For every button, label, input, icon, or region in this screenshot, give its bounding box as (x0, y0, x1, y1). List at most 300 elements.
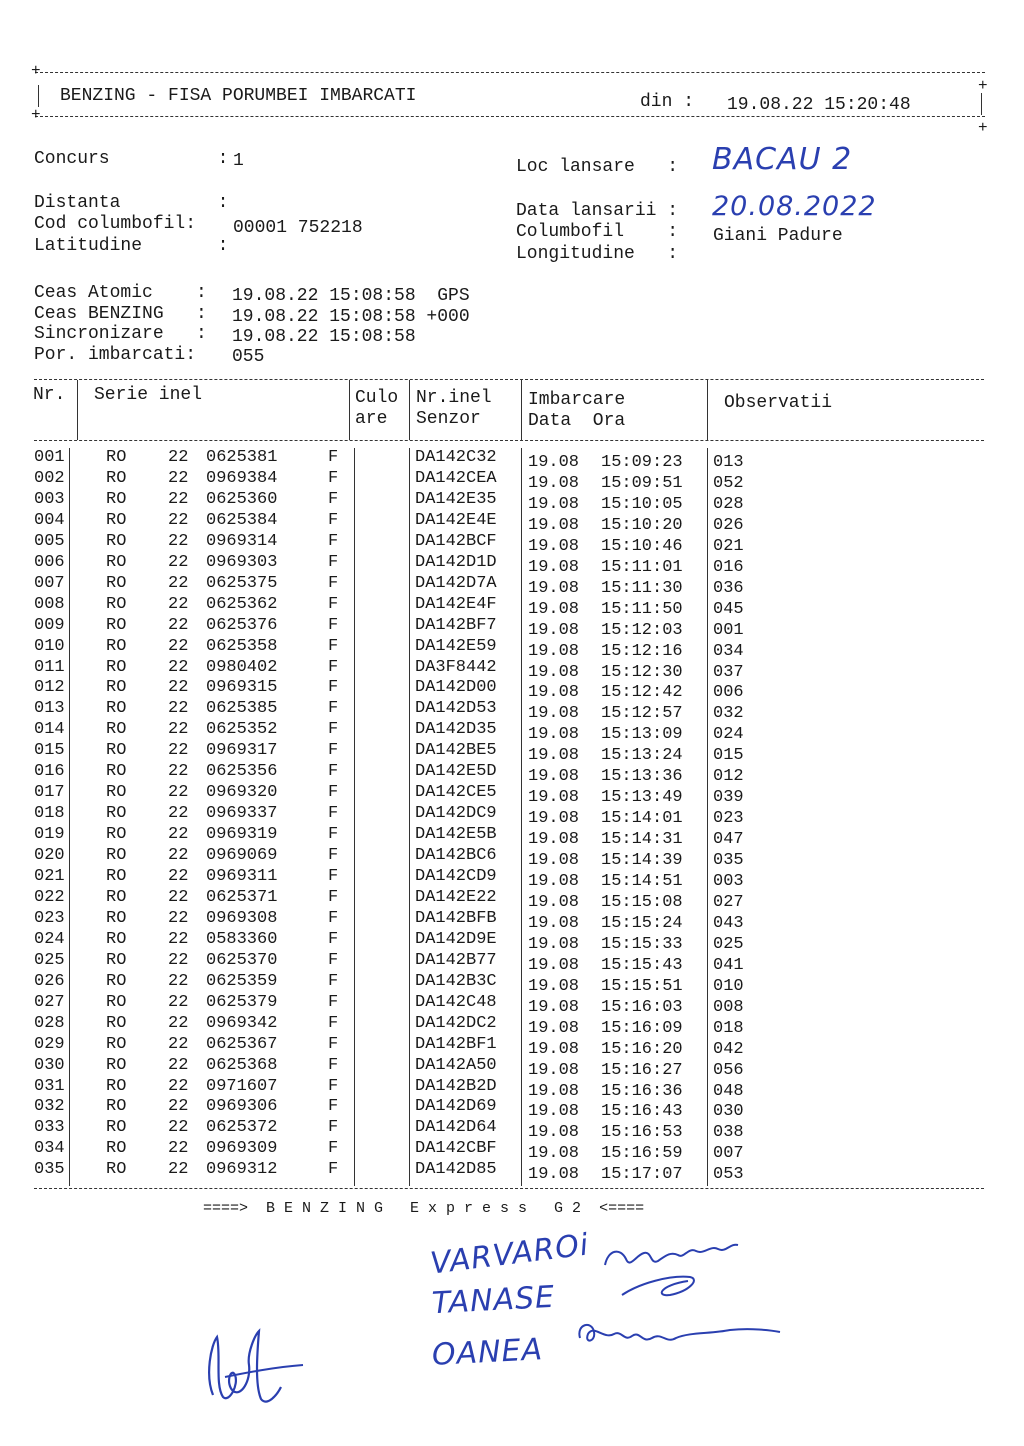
row-embark-date: 19.08 (528, 1040, 580, 1059)
row-number: 004 (34, 511, 65, 530)
row-sensor-id: DA142CE5 (415, 783, 497, 802)
row-sensor-id: DA142E4E (415, 511, 497, 530)
signature-varvaroi (600, 1225, 780, 1305)
row-observation: 027 (713, 893, 744, 912)
row-year: 22 (168, 720, 189, 739)
latitudine-label: Latitudine : (34, 236, 229, 256)
row-year: 22 (168, 699, 189, 718)
row-country: RO (106, 678, 127, 697)
row-observation: 053 (713, 1165, 744, 1184)
row-sensor-id: DA142D69 (415, 1097, 497, 1116)
row-sex: F (328, 1118, 339, 1137)
row-number: 028 (34, 1014, 65, 1033)
row-embark-date: 19.08 (528, 516, 580, 535)
table-row (0, 910, 1024, 931)
row-sex: F (328, 553, 339, 572)
row-sex: F (328, 511, 339, 530)
row-sensor-id: DA142D1D (415, 553, 497, 572)
row-embark-date: 19.08 (528, 558, 580, 577)
ceas-atomic-value: 19.08.22 15:08:58 GPS (232, 286, 470, 306)
table-row (0, 1015, 1024, 1036)
row-embark-date: 19.08 (528, 600, 580, 619)
row-embark-time: 15:10:05 (601, 495, 683, 514)
row-ring-number: 0969314 (206, 532, 278, 551)
row-observation: 006 (713, 683, 744, 702)
row-ring-number: 0625367 (206, 1035, 278, 1054)
columbofil-value: Giani Padure (713, 226, 843, 246)
row-country: RO (106, 1077, 127, 1096)
row-observation: 012 (713, 767, 744, 786)
row-country: RO (106, 1056, 127, 1075)
row-embark-date: 19.08 (528, 579, 580, 598)
row-sensor-id: DA142CD9 (415, 867, 497, 886)
row-ring-number: 0625376 (206, 616, 278, 635)
row-ring-number: 0969309 (206, 1139, 278, 1158)
row-embark-date: 19.08 (528, 642, 580, 661)
table-header-bottom-rule (34, 440, 984, 441)
cod-columbofil-label: Cod columbofil: (34, 214, 197, 234)
row-embark-date: 19.08 (528, 998, 580, 1017)
row-number: 015 (34, 741, 65, 760)
row-observation: 032 (713, 704, 744, 723)
header-serie-inel: Serie inel (94, 385, 203, 405)
row-country: RO (106, 1097, 127, 1116)
row-sex: F (328, 804, 339, 823)
row-number: 014 (34, 720, 65, 739)
porumbei-imbarcati-label: Por. imbarcati: (34, 345, 197, 365)
header-imbarcare: Imbarcare (528, 390, 626, 410)
row-year: 22 (168, 1077, 189, 1096)
row-sex: F (328, 972, 339, 991)
row-ring-number: 0625359 (206, 972, 278, 991)
row-observation: 001 (713, 621, 744, 640)
columbofil-label: Columbofil : (516, 222, 679, 242)
row-observation: 026 (713, 516, 744, 535)
row-year: 22 (168, 553, 189, 572)
row-embark-date: 19.08 (528, 788, 580, 807)
table-row (0, 491, 1024, 512)
row-sensor-id: DA142BFB (415, 909, 497, 928)
row-year: 22 (168, 448, 189, 467)
row-number: 018 (34, 804, 65, 823)
row-sensor-id: DA142DC9 (415, 804, 497, 823)
row-observation: 016 (713, 558, 744, 577)
row-year: 22 (168, 1160, 189, 1179)
row-embark-time: 15:16:53 (601, 1123, 683, 1142)
header-nr-inel: Nr.inel (416, 388, 492, 408)
row-sex: F (328, 909, 339, 928)
row-year: 22 (168, 637, 189, 656)
loc-lansare-label: Loc lansare : (516, 157, 679, 177)
table-top-rule (34, 379, 984, 380)
row-embark-time: 15:15:08 (601, 893, 683, 912)
row-country: RO (106, 490, 127, 509)
row-year: 22 (168, 1139, 189, 1158)
header-observatii: Observatii (724, 393, 833, 413)
row-embark-date: 19.08 (528, 914, 580, 933)
row-country: RO (106, 511, 127, 530)
row-sensor-id: DA142D53 (415, 699, 497, 718)
row-embark-time: 15:12:42 (601, 683, 683, 702)
row-number: 016 (34, 762, 65, 781)
row-observation: 056 (713, 1061, 744, 1080)
row-year: 22 (168, 1097, 189, 1116)
row-sex: F (328, 532, 339, 551)
row-embark-time: 15:15:33 (601, 935, 683, 954)
row-year: 22 (168, 469, 189, 488)
row-sex: F (328, 678, 339, 697)
row-embark-time: 15:10:20 (601, 516, 683, 535)
table-row (0, 470, 1024, 491)
row-embark-date: 19.08 (528, 893, 580, 912)
row-number: 003 (34, 490, 65, 509)
row-ring-number: 0625352 (206, 720, 278, 739)
row-observation: 043 (713, 914, 744, 933)
row-sex: F (328, 1056, 339, 1075)
row-year: 22 (168, 532, 189, 551)
table-row (0, 1078, 1024, 1099)
row-year: 22 (168, 741, 189, 760)
table-row (0, 994, 1024, 1015)
row-country: RO (106, 1014, 127, 1033)
col-separator-1 (77, 380, 78, 440)
row-sensor-id: DA142B77 (415, 951, 497, 970)
row-sensor-id: DA142E35 (415, 490, 497, 509)
row-sex: F (328, 469, 339, 488)
row-embark-time: 15:11:50 (601, 600, 683, 619)
row-observation: 021 (713, 537, 744, 556)
row-sensor-id: DA142D7A (415, 574, 497, 593)
table-row (0, 931, 1024, 952)
row-ring-number: 0625362 (206, 595, 278, 614)
row-embark-time: 15:12:30 (601, 663, 683, 682)
row-country: RO (106, 804, 127, 823)
row-sensor-id: DA142E5B (415, 825, 497, 844)
row-sensor-id: DA142E59 (415, 637, 497, 656)
row-country: RO (106, 1139, 127, 1158)
row-sex: F (328, 1077, 339, 1096)
col-separator-2 (349, 380, 350, 440)
row-observation: 047 (713, 830, 744, 849)
row-sensor-id: DA142CEA (415, 469, 497, 488)
row-country: RO (106, 469, 127, 488)
row-sensor-id: DA142BF1 (415, 1035, 497, 1054)
signature-left (195, 1325, 315, 1415)
row-observation: 039 (713, 788, 744, 807)
table-row (0, 659, 1024, 680)
row-ring-number: 0971607 (206, 1077, 278, 1096)
row-embark-time: 15:17:07 (601, 1165, 683, 1184)
row-ring-number: 0625379 (206, 993, 278, 1012)
distanta-label: Distanta : (34, 193, 229, 213)
table-row (0, 679, 1024, 700)
ceas-atomic-label: Ceas Atomic : (34, 283, 207, 303)
row-sensor-id: DA142BE5 (415, 741, 497, 760)
row-year: 22 (168, 1014, 189, 1033)
row-ring-number: 0625360 (206, 490, 278, 509)
row-embark-time: 15:11:30 (601, 579, 683, 598)
row-sensor-id: DA142BC6 (415, 846, 497, 865)
row-sensor-id: DA142DC2 (415, 1014, 497, 1033)
row-sex: F (328, 888, 339, 907)
row-number: 013 (34, 699, 65, 718)
row-year: 22 (168, 1056, 189, 1075)
row-country: RO (106, 867, 127, 886)
row-ring-number: 0969342 (206, 1014, 278, 1033)
row-country: RO (106, 532, 127, 551)
row-embark-date: 19.08 (528, 474, 580, 493)
row-observation: 038 (713, 1123, 744, 1142)
concurs-value: 1 (233, 151, 244, 171)
row-sex: F (328, 658, 339, 677)
row-sensor-id: DA142D9E (415, 930, 497, 949)
row-ring-number: 0969312 (206, 1160, 278, 1179)
table-bottom-rule (34, 1188, 984, 1189)
row-ring-number: 0625358 (206, 637, 278, 656)
row-ring-number: 0625372 (206, 1118, 278, 1137)
table-row (0, 554, 1024, 575)
row-sensor-id: DA142C32 (415, 448, 497, 467)
row-embark-time: 15:14:01 (601, 809, 683, 828)
document-title: BENZING - FISA PORUMBEI IMBARCATI (60, 86, 417, 106)
row-sex: F (328, 595, 339, 614)
row-country: RO (106, 972, 127, 991)
row-sex: F (328, 993, 339, 1012)
row-embark-date: 19.08 (528, 767, 580, 786)
row-embark-time: 15:09:23 (601, 453, 683, 472)
row-embark-date: 19.08 (528, 1144, 580, 1163)
row-country: RO (106, 595, 127, 614)
row-sex: F (328, 637, 339, 656)
row-country: RO (106, 658, 127, 677)
row-number: 034 (34, 1139, 65, 1158)
row-embark-date: 19.08 (528, 621, 580, 640)
row-observation: 034 (713, 642, 744, 661)
row-number: 001 (34, 448, 65, 467)
row-embark-date: 19.08 (528, 725, 580, 744)
row-country: RO (106, 825, 127, 844)
row-year: 22 (168, 490, 189, 509)
table-row (0, 973, 1024, 994)
table-row (0, 847, 1024, 868)
row-sensor-id: DA142E22 (415, 888, 497, 907)
row-ring-number: 0625381 (206, 448, 278, 467)
row-ring-number: 0969317 (206, 741, 278, 760)
row-number: 022 (34, 888, 65, 907)
row-sex: F (328, 741, 339, 760)
row-number: 035 (34, 1160, 65, 1179)
row-number: 029 (34, 1035, 65, 1054)
row-number: 025 (34, 951, 65, 970)
row-year: 22 (168, 678, 189, 697)
table-row (0, 1057, 1024, 1078)
row-country: RO (106, 720, 127, 739)
row-embark-time: 15:15:43 (601, 956, 683, 975)
row-country: RO (106, 741, 127, 760)
row-ring-number: 0969306 (206, 1097, 278, 1116)
ceas-benzing-label: Ceas BENZING : (34, 304, 207, 324)
row-ring-number: 0625368 (206, 1056, 278, 1075)
row-embark-date: 19.08 (528, 1102, 580, 1121)
row-embark-date: 19.08 (528, 683, 580, 702)
row-number: 023 (34, 909, 65, 928)
col-separator-4 (521, 380, 522, 440)
row-observation: 015 (713, 746, 744, 765)
row-ring-number: 0583360 (206, 930, 278, 949)
row-embark-time: 15:13:49 (601, 788, 683, 807)
row-embark-time: 15:15:51 (601, 977, 683, 996)
header-senzor: Senzor (416, 409, 481, 429)
row-embark-time: 15:13:24 (601, 746, 683, 765)
row-observation: 028 (713, 495, 744, 514)
row-sensor-id: DA142C48 (415, 993, 497, 1012)
row-observation: 042 (713, 1040, 744, 1059)
header-top-plus-left: + (31, 62, 41, 80)
row-year: 22 (168, 846, 189, 865)
row-observation: 045 (713, 600, 744, 619)
row-year: 22 (168, 574, 189, 593)
row-sex: F (328, 762, 339, 781)
row-number: 002 (34, 469, 65, 488)
row-sex: F (328, 448, 339, 467)
row-year: 22 (168, 762, 189, 781)
concurs-label: Concurs : (34, 149, 229, 169)
row-ring-number: 0969337 (206, 804, 278, 823)
row-year: 22 (168, 909, 189, 928)
row-sensor-id: DA142CBF (415, 1139, 497, 1158)
row-number: 026 (34, 972, 65, 991)
header-nr: Nr. (33, 385, 66, 405)
handwritten-name-varvaroi: VARVAROi (428, 1227, 592, 1282)
table-row (0, 1098, 1024, 1119)
signature-oanea (570, 1310, 790, 1360)
row-country: RO (106, 1118, 127, 1137)
row-sensor-id: DA142D00 (415, 678, 497, 697)
row-sensor-id: DA142BCF (415, 532, 497, 551)
row-sensor-id: DA142D64 (415, 1118, 497, 1137)
row-embark-time: 15:14:31 (601, 830, 683, 849)
table-row (0, 1036, 1024, 1057)
row-sex: F (328, 825, 339, 844)
row-embark-time: 15:16:36 (601, 1082, 683, 1101)
row-sex: F (328, 783, 339, 802)
row-sensor-id: DA142A50 (415, 1056, 497, 1075)
row-embark-date: 19.08 (528, 1019, 580, 1038)
row-observation: 041 (713, 956, 744, 975)
table-row (0, 721, 1024, 742)
table-row (0, 700, 1024, 721)
row-ring-number: 0625370 (206, 951, 278, 970)
table-row (0, 449, 1024, 470)
header-data-ora: Data Ora (528, 411, 626, 431)
row-ring-number: 0625375 (206, 574, 278, 593)
row-year: 22 (168, 825, 189, 844)
row-year: 22 (168, 867, 189, 886)
row-embark-date: 19.08 (528, 663, 580, 682)
row-country: RO (106, 553, 127, 572)
row-number: 008 (34, 595, 65, 614)
row-embark-date: 19.08 (528, 746, 580, 765)
header-bottom-rule (35, 116, 985, 117)
row-embark-date: 19.08 (528, 809, 580, 828)
row-number: 027 (34, 993, 65, 1012)
row-observation: 030 (713, 1102, 744, 1121)
row-sensor-id: DA142D35 (415, 720, 497, 739)
row-sex: F (328, 699, 339, 718)
row-embark-date: 19.08 (528, 453, 580, 472)
table-row (0, 784, 1024, 805)
generated-timestamp: 19.08.22 15:20:48 (727, 95, 911, 115)
col-separator-5 (707, 380, 708, 440)
row-ring-number: 0969315 (206, 678, 278, 697)
row-year: 22 (168, 511, 189, 530)
row-number: 021 (34, 867, 65, 886)
row-ring-number: 0625356 (206, 762, 278, 781)
row-number: 010 (34, 637, 65, 656)
row-observation: 008 (713, 998, 744, 1017)
handwritten-name-oanea: OANEA (431, 1332, 544, 1373)
row-embark-date: 19.08 (528, 830, 580, 849)
row-sex: F (328, 846, 339, 865)
row-embark-date: 19.08 (528, 851, 580, 870)
row-number: 030 (34, 1056, 65, 1075)
table-row (0, 512, 1024, 533)
row-country: RO (106, 951, 127, 970)
row-country: RO (106, 1160, 127, 1179)
row-year: 22 (168, 658, 189, 677)
row-sensor-id: DA142D85 (415, 1160, 497, 1179)
row-embark-time: 15:16:43 (601, 1102, 683, 1121)
row-embark-date: 19.08 (528, 1123, 580, 1142)
table-row (0, 889, 1024, 910)
row-ring-number: 0980402 (206, 658, 278, 677)
row-embark-time: 15:16:09 (601, 1019, 683, 1038)
row-ring-number: 0969384 (206, 469, 278, 488)
row-embark-time: 15:14:51 (601, 872, 683, 891)
table-row (0, 1140, 1024, 1161)
row-observation: 018 (713, 1019, 744, 1038)
ceas-benzing-value: 19.08.22 15:08:58 +000 (232, 307, 470, 327)
table-row (0, 638, 1024, 659)
row-sex: F (328, 490, 339, 509)
row-observation: 007 (713, 1144, 744, 1163)
row-year: 22 (168, 1118, 189, 1137)
table-row (0, 742, 1024, 763)
row-embark-time: 15:15:24 (601, 914, 683, 933)
row-sensor-id: DA142E5D (415, 762, 497, 781)
col-separator-3 (409, 380, 410, 440)
table-row (0, 1119, 1024, 1140)
row-embark-date: 19.08 (528, 495, 580, 514)
header-left-bar (38, 85, 39, 107)
data-lansarii-label: Data lansarii : (516, 201, 679, 221)
data-lansarii-handwritten: 20.08.2022 (712, 191, 877, 222)
row-sensor-id: DA142BF7 (415, 616, 497, 635)
table-row (0, 826, 1024, 847)
row-observation: 023 (713, 809, 744, 828)
longitudine-label: Longitudine : (516, 244, 679, 264)
cod-columbofil-value: 00001 752218 (233, 218, 363, 238)
header-top-rule (35, 72, 985, 73)
row-embark-date: 19.08 (528, 537, 580, 556)
row-ring-number: 0625384 (206, 511, 278, 530)
row-observation: 048 (713, 1082, 744, 1101)
row-sex: F (328, 951, 339, 970)
row-embark-time: 15:14:39 (601, 851, 683, 870)
footer-brand: ====> B E N Z I N G E x p r e s s G 2 <==== (203, 1200, 645, 1217)
header-culoare-2: are (355, 409, 388, 429)
row-sex: F (328, 1097, 339, 1116)
